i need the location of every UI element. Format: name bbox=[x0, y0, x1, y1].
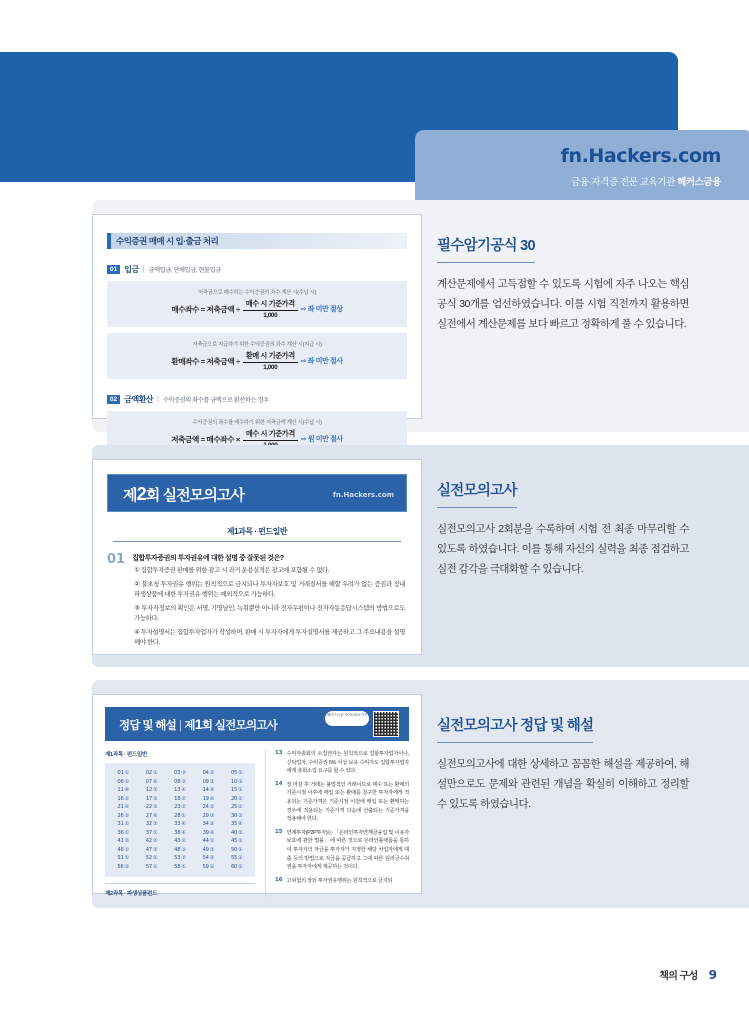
formula-box bbox=[107, 281, 407, 327]
explanation-item bbox=[275, 829, 409, 872]
preview-card-mock-exam bbox=[92, 459, 422, 655]
formula-tail: ⇨ 좌 미만 절사 bbox=[300, 358, 343, 365]
answer-cell bbox=[195, 830, 221, 836]
formula-denominator: 1,000 bbox=[263, 312, 278, 319]
answer-cell bbox=[224, 821, 250, 827]
answer-cell bbox=[167, 838, 193, 844]
answer-cell-value: ① bbox=[238, 855, 243, 861]
answer-cell bbox=[167, 804, 193, 810]
feature-block-formulas bbox=[0, 200, 749, 444]
answer-cell bbox=[167, 787, 193, 793]
formula-item-head bbox=[107, 394, 407, 405]
answer-cell-number: 10 bbox=[230, 778, 238, 785]
explanation-text: 수익자총회의 소집권자는 원칙적으로 집합투자업자이나, 신탁업자, 수익증권 5% 이상 보유 수익자도 집합투자업자에게 총회소집 요구를 할 수 있다. bbox=[286, 751, 409, 775]
answer-cell-number: 40 bbox=[230, 829, 238, 836]
formula-section-title: 수익증권 매매 시 입·출금 처리 bbox=[116, 236, 219, 246]
footer-page-number: 9 bbox=[708, 968, 717, 982]
answer-cell-value: ④ bbox=[181, 821, 186, 827]
answer-cell-value: ② bbox=[181, 838, 186, 844]
answer-cell-value: ② bbox=[181, 804, 186, 810]
answer-cell-number: 04 bbox=[202, 770, 209, 776]
formula-numerator: 환매 시 기준가격 bbox=[243, 351, 298, 363]
explanation-item bbox=[275, 750, 409, 776]
answer-cell-value: ② bbox=[209, 804, 215, 810]
answer-cell-number: 12 bbox=[145, 787, 152, 793]
answer-cell-value: ① bbox=[238, 846, 243, 853]
answer-cell-number: 06 bbox=[117, 778, 124, 785]
formula-numerator: 매수 시 기준가격 bbox=[243, 299, 298, 311]
answer-cell-value: ② bbox=[124, 863, 130, 870]
answer-cell-value: ① bbox=[181, 863, 186, 870]
formula-section-titlebar bbox=[107, 233, 407, 249]
answer-cell-number: 33 bbox=[174, 821, 181, 827]
explanation-column bbox=[265, 750, 409, 897]
answer-cell-number: 45 bbox=[230, 838, 238, 844]
answer-cell bbox=[138, 830, 164, 836]
answer-cell-value: ① bbox=[124, 855, 130, 861]
answer-cell-value: ③ bbox=[152, 787, 158, 793]
answer-title-pre: 정답 및 해설 bbox=[119, 720, 177, 732]
explanation-number: 13 bbox=[275, 750, 283, 756]
answer-cell-value: ② bbox=[124, 838, 130, 844]
answer-cell bbox=[167, 813, 193, 819]
qr-code-icon bbox=[373, 711, 399, 737]
answer-cell bbox=[110, 779, 136, 785]
answer-cell-value: ① bbox=[238, 787, 243, 793]
answer-cell-number: 54 bbox=[202, 855, 209, 861]
answer-cell-number: 18 bbox=[174, 795, 181, 802]
answer-cell-number: 20 bbox=[230, 795, 238, 802]
answer-cell-value: ② bbox=[238, 863, 243, 870]
page-header bbox=[0, 52, 749, 200]
answer-cell-number: 23 bbox=[174, 804, 181, 810]
exam-subject: 제1과목 · 펀드일반 bbox=[113, 526, 401, 542]
answer-cell bbox=[167, 779, 193, 785]
answer-cell-value: ④ bbox=[209, 795, 215, 802]
answer-cell-number: 05 bbox=[230, 770, 238, 776]
exam-title-pre: 제 bbox=[123, 487, 137, 504]
answer-cell bbox=[195, 855, 221, 861]
answer-key-column bbox=[105, 750, 255, 897]
answer-cell-value: ② bbox=[124, 812, 130, 819]
answer-cell-number: 24 bbox=[202, 804, 209, 810]
answer-cell bbox=[110, 821, 136, 827]
answer-cell-number: 46 bbox=[117, 846, 124, 853]
answer-cell-value: ④ bbox=[124, 804, 130, 810]
exam-choice: ④ 투자설명서는 집합투자업자가 작성하며, 판매 시 투자자에게 투자설명서를 제공하고 그 주요내용을 설명해야 한다. bbox=[134, 628, 405, 646]
answer-cell-value: ④ bbox=[209, 829, 215, 836]
divider: | bbox=[157, 396, 159, 403]
answer-cell bbox=[224, 855, 250, 861]
answer-cell bbox=[110, 838, 136, 844]
brand-title: fn.Hackers.com bbox=[560, 145, 721, 167]
answer-cell-number: 55 bbox=[230, 855, 238, 861]
answer-subject-bottom: 제2과목 · 파생상품펀드 bbox=[105, 883, 255, 897]
footer-label: 책의 구성 bbox=[659, 971, 698, 982]
formula-numerator: 매수 시 기준가격 bbox=[243, 429, 298, 441]
answer-cell-value: ③ bbox=[209, 821, 215, 827]
exam-choice: ② 불초청 투자권유 행위는 원칙적으로 금지되나 투자자보호 및 거래질서를 해할 우려가 없는 증권과 장내파생상품에 대한 투자권유 행위는 예외적으로 가능하다. bbox=[134, 580, 405, 598]
answer-cell-value: ③ bbox=[209, 846, 215, 853]
answer-cell-number: 59 bbox=[202, 863, 209, 870]
answer-cell-number: 03 bbox=[174, 770, 181, 776]
answer-cell-number: 15 bbox=[230, 787, 238, 793]
answer-cell bbox=[167, 796, 193, 802]
answer-cell-number: 36 bbox=[117, 829, 124, 836]
page-footer bbox=[659, 967, 717, 982]
brand-subtitle bbox=[561, 174, 721, 188]
answer-title-post: 회 실전모의고사 bbox=[201, 720, 278, 732]
explanation-text: 연계투자(P2P투자)는 「온라인투자연계금융업 및 이용자보호에 관한 법률」에 따른 것으로 온라인플랫폼을 통하여 투자자의 자금을 투자자가 지정한 해당 차입자에게 대출 등의 방법으로 자금을 공급하고 그에 따른 원리금수취권을 투자자에게 제공하는 것이다. bbox=[286, 829, 409, 871]
answer-cell-value: ① bbox=[152, 804, 158, 810]
formula-denominator: 1,000 bbox=[263, 364, 278, 371]
answer-title-mid: 제 bbox=[184, 720, 195, 732]
answer-cell-value: ② bbox=[181, 795, 186, 802]
answer-cell-value: ① bbox=[124, 778, 130, 785]
formula-fraction bbox=[243, 299, 298, 319]
answer-cell bbox=[138, 813, 164, 819]
answer-cell bbox=[224, 847, 250, 853]
answer-cell-value: ② bbox=[209, 838, 215, 844]
answer-cell-value: ② bbox=[238, 804, 243, 810]
feature-title: 필수암기공식 30 bbox=[437, 234, 535, 263]
answer-cell bbox=[195, 770, 221, 776]
answer-cell bbox=[138, 796, 164, 802]
answer-cell-number: 30 bbox=[230, 812, 238, 819]
answer-cell-value: ③ bbox=[209, 812, 215, 819]
answer-header-bar bbox=[105, 707, 409, 741]
feature-title: 실전모의고사 정답 및 해설 bbox=[437, 714, 593, 743]
brand-subtitle-prefix: 금융·자격증 전문 교육기관 bbox=[571, 176, 678, 188]
answer-cell bbox=[110, 864, 136, 870]
answer-cell bbox=[224, 813, 250, 819]
answer-cell bbox=[110, 847, 136, 853]
answer-cell-number: 60 bbox=[230, 863, 238, 870]
answer-cell bbox=[224, 770, 250, 776]
answer-cell-number: 02 bbox=[145, 770, 152, 776]
answer-cell-value: ① bbox=[181, 812, 186, 819]
answer-cell-value: ③ bbox=[152, 821, 158, 827]
answer-cell-number: 34 bbox=[202, 821, 209, 827]
answer-cell bbox=[224, 864, 250, 870]
answer-columns bbox=[105, 750, 409, 897]
answer-cell-number: 39 bbox=[202, 829, 209, 836]
answer-cell-number: 25 bbox=[230, 804, 238, 810]
answer-cell-value: ④ bbox=[238, 821, 243, 827]
answer-cell-number: 48 bbox=[174, 846, 181, 853]
answer-cell-value: ④ bbox=[124, 787, 130, 793]
answer-cell bbox=[195, 864, 221, 870]
divider: | bbox=[142, 266, 145, 273]
answer-cell-value: ③ bbox=[238, 778, 243, 785]
formula-item-number: 01 bbox=[107, 265, 120, 275]
answer-cell-number: 44 bbox=[202, 838, 209, 844]
answer-cell-number: 56 bbox=[117, 863, 124, 870]
answer-cell-value: ② bbox=[181, 855, 186, 861]
answer-cell-value: ③ bbox=[181, 778, 186, 785]
answer-cell bbox=[167, 855, 193, 861]
explanation-text: 장 마감 후 거래는 불법적인 거래이므로 매수 또는 환매의 기준시점 이후에 매입 또는 환매를 청구한 투자자에게 적용되는 기준가격은 기준시점 이전에 매입 또는 환매하는 경우에 적용되는 기준가격 다음에 산출되는 기준가격을 적용해야 한다. bbox=[286, 781, 409, 823]
answer-cell bbox=[195, 779, 221, 785]
explanation-item bbox=[275, 877, 409, 886]
formula-fraction bbox=[243, 351, 298, 371]
answer-cell-value: ② bbox=[152, 855, 158, 861]
answer-title-separator: | bbox=[179, 720, 182, 732]
feature-body: 계산문제에서 고득점할 수 있도록 시험에 자주 나오는 핵심 공식 30개를 엄선하였습니다. 이를 시험 직전까지 활용하면 실전에서 계산문제를 보다 빠르고 정확하게 풀 수 있습니다. bbox=[437, 278, 689, 330]
exam-title-number: 2 bbox=[136, 484, 146, 504]
answer-cell-value: ① bbox=[152, 795, 158, 802]
answer-title-number: 1 bbox=[194, 716, 202, 732]
answer-cell-value: ① bbox=[152, 829, 158, 836]
formula-item-sub: 수익증권의 좌수를 금액으로 환산하는 경우 bbox=[162, 397, 269, 404]
answer-cell-value: ① bbox=[124, 821, 130, 827]
answer-cell-number: 47 bbox=[145, 846, 152, 853]
answer-subject-top: 제1과목 · 펀드일반 bbox=[105, 752, 148, 758]
answer-title bbox=[119, 716, 277, 733]
answer-cell-number: 01 bbox=[117, 770, 124, 776]
answer-cell-number: 32 bbox=[145, 821, 152, 827]
feature-body: 실전모의고사 2회분을 수록하여 시험 전 최종 마무리할 수 있도록 하였습니다. 이를 통해 자신의 실력을 최종 점검하고 실전 감각을 극대화할 수 있습니다. bbox=[437, 523, 689, 575]
answer-cell-number: 58 bbox=[174, 863, 181, 870]
answer-cell bbox=[195, 821, 221, 827]
brand-block bbox=[561, 146, 721, 188]
feature-description bbox=[437, 479, 689, 579]
answer-grid bbox=[105, 763, 255, 877]
exam-title-post: 회 실전모의고사 bbox=[145, 487, 245, 504]
exam-choice: ③ 투자자정보의 확인은 서명, 기명날인, 녹취뿐만 아니라 전자우편이나 전자자동응답시스템의 방법으로도 가능하다. bbox=[134, 604, 405, 622]
answer-cell-number: 19 bbox=[202, 795, 209, 802]
feature-description bbox=[437, 234, 689, 334]
formula-left: 환매좌수 = 저축금액 ÷ bbox=[171, 356, 240, 366]
answer-cell-value: ② bbox=[209, 770, 215, 776]
answer-cell bbox=[110, 813, 136, 819]
formula-caption: 수익증권의 좌수를 매수하기 위한 저축금액 계산 시(수납 시) bbox=[192, 420, 322, 426]
answer-cell-number: 37 bbox=[145, 829, 152, 836]
answer-cell bbox=[195, 847, 221, 853]
answer-cell-value: ④ bbox=[181, 787, 186, 793]
answer-cell bbox=[195, 838, 221, 844]
answer-cell bbox=[195, 804, 221, 810]
answer-cell-number: 22 bbox=[145, 804, 152, 810]
answer-cell-value: ② bbox=[209, 863, 215, 870]
answer-cell-number: 21 bbox=[117, 804, 124, 810]
answer-cell bbox=[224, 830, 250, 836]
exam-question-body bbox=[132, 553, 405, 649]
formula-item-number: 02 bbox=[107, 395, 120, 405]
feature-body: 실전모의고사에 대한 상세하고 꼼꼼한 해설을 제공하여, 해설만으로도 문제와 관련된 개념을 확실히 이해하고 정리할 수 있도록 하였습니다. bbox=[437, 758, 689, 810]
explanation-number: 16 bbox=[275, 876, 283, 883]
feature-block-mock-exam bbox=[0, 445, 749, 667]
formula-item-name: 금액환산 bbox=[124, 395, 154, 404]
preview-card-answers bbox=[92, 694, 422, 897]
answer-cell-number: 29 bbox=[202, 812, 209, 819]
formula-left: 매수좌수 = 저축금액 ÷ bbox=[171, 304, 240, 314]
qr-speech-bubble: 해커스금융 사이트바로가기 bbox=[325, 711, 369, 726]
answer-cell bbox=[195, 796, 221, 802]
answer-cell bbox=[110, 804, 136, 810]
answer-cell bbox=[195, 813, 221, 819]
answer-cell-value: ② bbox=[238, 838, 243, 844]
answer-cell bbox=[110, 830, 136, 836]
answer-cell bbox=[110, 770, 136, 776]
answer-cell bbox=[224, 787, 250, 793]
formula-left: 저축금액 = 매수좌수 × bbox=[171, 434, 240, 444]
exam-choice: ① 집합투자증권 판매를 위한 광고 시 과거 운용실적은 광고에 포함될 수 없다. bbox=[134, 567, 330, 574]
answer-cell-value: ③ bbox=[181, 846, 186, 853]
answer-cell-number: 38 bbox=[174, 829, 181, 836]
formula-tail: ⇨ 원 미만 절사 bbox=[300, 436, 343, 443]
formula-equation bbox=[107, 299, 407, 319]
answer-cell-value: ① bbox=[124, 770, 130, 776]
answer-cell-value: ④ bbox=[152, 812, 158, 819]
exam-question-text: 집합투자증권의 투자권유에 대한 설명 중 잘못된 것은? bbox=[132, 555, 284, 562]
formula-caption: 저축금으로 매수하는 수익증권의 좌수 계산 시(수납 시) bbox=[197, 290, 317, 296]
answer-cell bbox=[167, 830, 193, 836]
answer-cell-number: 43 bbox=[174, 838, 181, 844]
answer-cell bbox=[138, 770, 164, 776]
exam-header-bar bbox=[107, 474, 407, 512]
answer-cell-value: ③ bbox=[209, 855, 215, 861]
formula-item-sub: 금액입금, 단체입금, 현물입금 bbox=[148, 267, 221, 274]
answer-cell bbox=[110, 855, 136, 861]
exam-title bbox=[123, 484, 244, 505]
answer-cell-value: ① bbox=[124, 829, 130, 836]
answer-cell bbox=[110, 796, 136, 802]
answer-cell-number: 35 bbox=[230, 821, 238, 827]
answer-cell-value: ③ bbox=[181, 770, 186, 776]
preview-card-formulas bbox=[92, 214, 422, 444]
answer-cell-number: 50 bbox=[230, 846, 238, 853]
exam-question bbox=[107, 553, 405, 649]
answer-cell-value: ① bbox=[152, 770, 158, 776]
answer-cell bbox=[224, 804, 250, 810]
answer-cell-value: ② bbox=[238, 812, 243, 819]
answer-cell-number: 26 bbox=[117, 812, 124, 819]
answer-cell-value: ④ bbox=[181, 829, 186, 836]
formula-tail: ⇨ 좌 미만 절상 bbox=[300, 306, 343, 313]
explanation-text: 고위험의 장외 투자권유행위는 원칙적으로 금지되 bbox=[286, 877, 393, 884]
answer-cell-number: 51 bbox=[117, 855, 124, 861]
answer-cell-value: ② bbox=[152, 838, 158, 844]
answer-cell-number: 08 bbox=[174, 778, 181, 785]
answer-cell-number: 13 bbox=[174, 787, 181, 793]
answer-cell-number: 07 bbox=[145, 778, 152, 785]
formula-item-head bbox=[107, 264, 407, 275]
answer-cell bbox=[224, 779, 250, 785]
formula-caption: 저축금으로 지급하기 위한 수익증권의 좌수 계산 시(지급 시) bbox=[192, 342, 322, 348]
feature-description bbox=[437, 714, 689, 814]
answer-cell bbox=[138, 847, 164, 853]
formula-item bbox=[107, 264, 407, 379]
answer-cell-number: 53 bbox=[174, 855, 181, 861]
answer-cell bbox=[195, 787, 221, 793]
explanation-number: 15 bbox=[275, 828, 283, 835]
answer-cell-value: ③ bbox=[152, 846, 158, 853]
answer-cell-value: ④ bbox=[152, 778, 158, 785]
brand-subtitle-strong: 해커스금융 bbox=[677, 176, 721, 188]
explanation-item bbox=[275, 781, 409, 824]
answer-cell-value: ② bbox=[152, 863, 158, 870]
answer-cell-number: 14 bbox=[202, 787, 209, 793]
answer-cell bbox=[167, 864, 193, 870]
answer-cell-number: 31 bbox=[117, 821, 124, 827]
qr-code-pattern bbox=[374, 712, 398, 736]
answer-cell-number: 52 bbox=[145, 855, 152, 861]
answer-cell-number: 41 bbox=[117, 838, 124, 844]
answer-cell-number: 49 bbox=[202, 846, 209, 853]
answer-cell-value: ② bbox=[238, 770, 243, 776]
exam-question-number: 01 bbox=[107, 552, 126, 567]
formula-equation bbox=[107, 351, 407, 371]
answer-cell-number: 11 bbox=[117, 787, 124, 793]
answer-cell bbox=[138, 855, 164, 861]
answer-cell bbox=[224, 838, 250, 844]
feature-title: 실전모의고사 bbox=[437, 479, 517, 508]
answer-cell-number: 17 bbox=[145, 795, 152, 802]
answer-cell bbox=[167, 821, 193, 827]
answer-cell-number: 42 bbox=[145, 838, 152, 844]
answer-cell bbox=[167, 847, 193, 853]
answer-cell bbox=[138, 804, 164, 810]
formula-box bbox=[107, 333, 407, 379]
answer-cell bbox=[224, 796, 250, 802]
answer-cell-value: ② bbox=[238, 829, 243, 836]
exam-header-brand: fn.Hackers.com bbox=[332, 491, 394, 499]
answer-cell-number: 16 bbox=[117, 795, 124, 802]
answer-cell-number: 57 bbox=[145, 863, 152, 870]
answer-cell bbox=[167, 770, 193, 776]
answer-cell-number: 09 bbox=[202, 778, 209, 785]
answer-cell-value: ② bbox=[238, 795, 243, 802]
answer-cell bbox=[138, 779, 164, 785]
answer-cell bbox=[138, 864, 164, 870]
answer-cell bbox=[110, 787, 136, 793]
feature-block-answers bbox=[0, 680, 749, 908]
answer-cell-number: 28 bbox=[174, 812, 181, 819]
answer-cell bbox=[138, 787, 164, 793]
answer-cell-value: ① bbox=[124, 846, 130, 853]
answer-cell bbox=[138, 838, 164, 844]
page-content bbox=[0, 200, 749, 960]
answer-cell-value: ② bbox=[124, 795, 130, 802]
answer-cell-value: ④ bbox=[209, 787, 215, 793]
answer-cell bbox=[138, 821, 164, 827]
answer-cell-value: ③ bbox=[209, 778, 215, 785]
formula-item-name: 입금 bbox=[124, 265, 139, 274]
answer-cell-number: 27 bbox=[145, 812, 152, 819]
explanation-number: 14 bbox=[275, 780, 283, 787]
